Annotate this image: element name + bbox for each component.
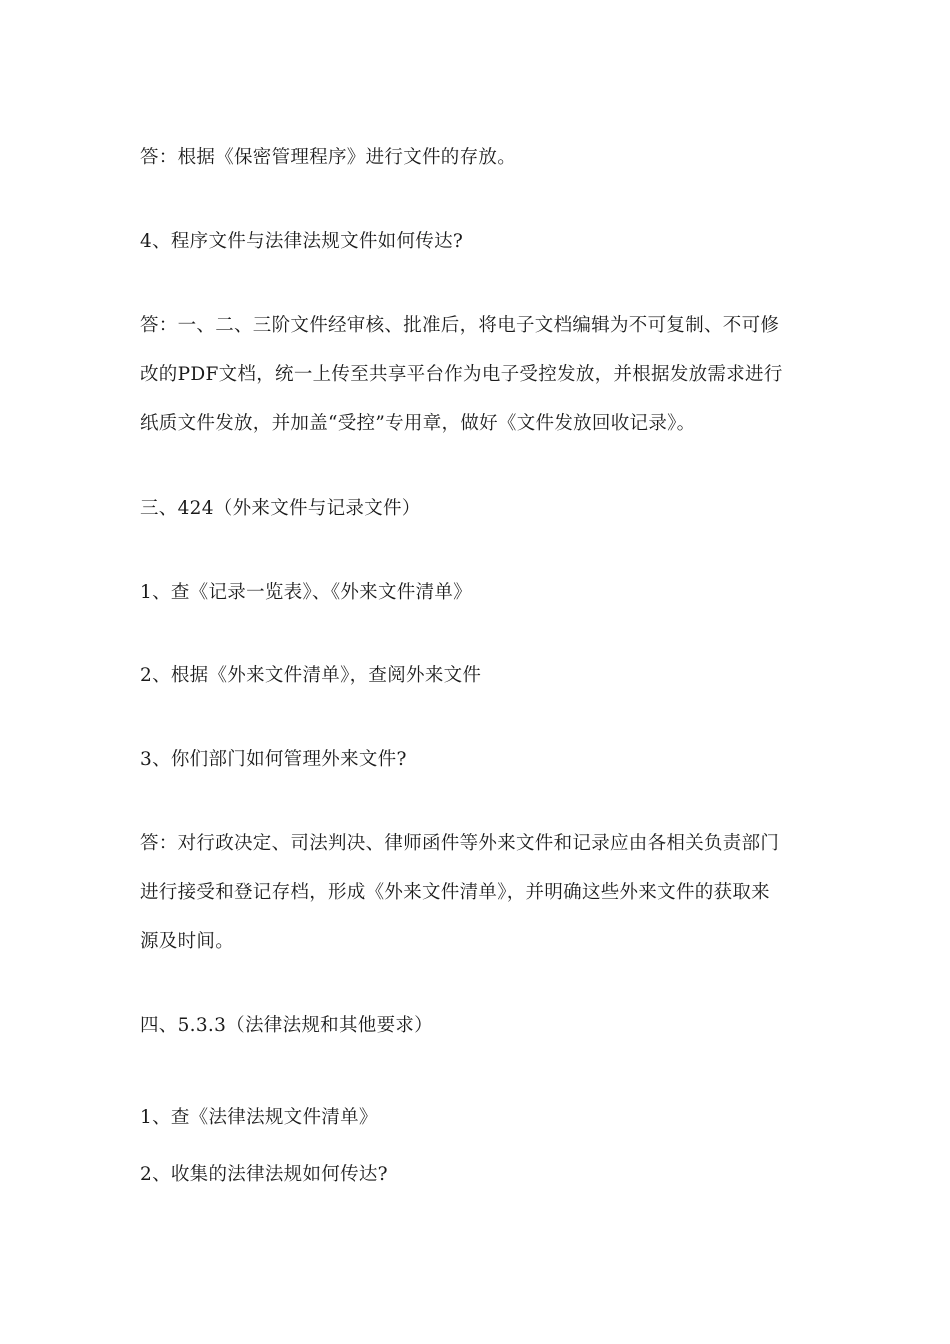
answer-paragraph-line-1: 答：一、二、三阶文件经审核、批准后，将电子文档编辑为不可复制、不可修 (140, 315, 780, 336)
section-3-item-2: 2、根据《外来文件清单》，查阅外来文件 (140, 665, 482, 686)
section-3-item-1: 1、查《记录一览表》、《外来文件清单》 (140, 582, 472, 603)
answer-storage: 答：根据《保密管理程序》进行文件的存放。 (140, 147, 517, 168)
question-4-heading: 4、程序文件与法律法规文件如何传达? (140, 231, 464, 252)
section-3-item-3: 3、你们部门如何管理外来文件? (140, 749, 407, 770)
section-3-heading: 三、424（外来文件与记录文件） (140, 498, 421, 519)
external-docs-answer-line-1: 答：对行政决定、司法判决、律师函件等外来文件和记录应由各相关负责部门 (140, 833, 780, 854)
external-docs-answer-line-2: 进行接受和登记存档，形成《外来文件清单》，并明确这些外来文件的获取来 (140, 882, 770, 903)
section-4-item-2: 2、收集的法律法规如何传达? (140, 1164, 388, 1185)
section-4-heading: 四、5.3.3（法律法规和其他要求） (140, 1015, 433, 1036)
answer-paragraph-line-2: 改的PDF文档，统一上传至共享平台作为电子受控发放，并根据发放需求进行 (140, 364, 783, 385)
external-docs-answer-line-3: 源及时间。 (140, 931, 235, 952)
answer-paragraph-line-3: 纸质文件发放，并加盖“受控”专用章，做好《文件发放回收记录》。 (140, 413, 696, 434)
section-4-item-1: 1、查《法律法规文件清单》 (140, 1107, 378, 1128)
